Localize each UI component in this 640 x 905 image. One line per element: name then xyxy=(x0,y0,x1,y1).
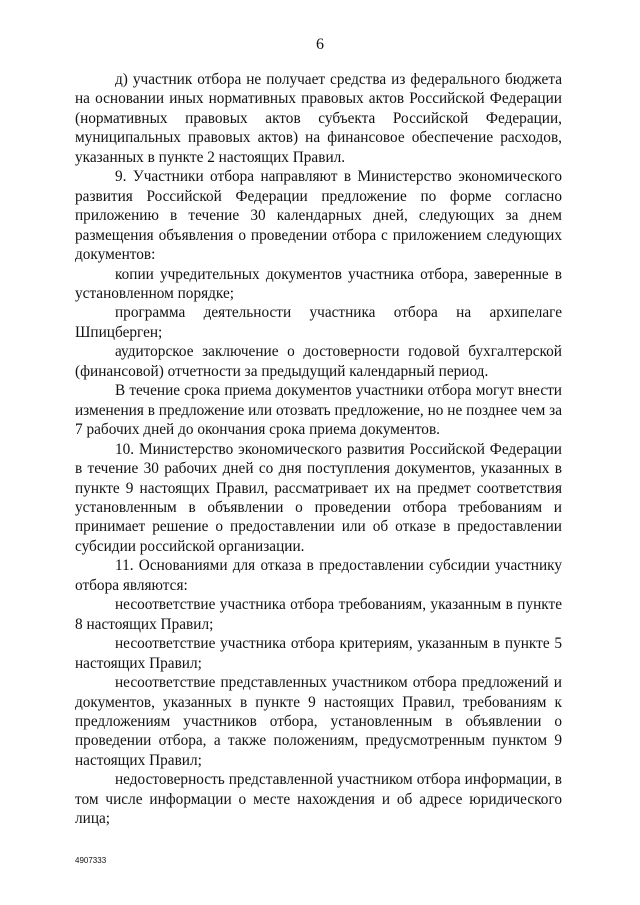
paragraph-doc-audit: аудиторское заключение о достоверности годовой бухгалтерской (финансовой) отчетности за предыдущий календарный период. xyxy=(75,343,562,380)
paragraph-doc-charter: копии учредительных документов участника отбора, заверенные в установленном порядке; xyxy=(75,265,562,302)
paragraph-clause-10: 10. Министерство экономического развития Российской Федерации в течение 30 рабочих дней со дня поступления документов, указанных в пункте 9 настоящих Правил, рассматривает их на предмет соответствия установленным в объявлении о проведении отбора требованиям и принимает решение о предоставлении или об отказе в предоставлении субсидии российской организации. xyxy=(75,440,562,555)
paragraph-refusal-criteria: несоответствие участника отбора критериям, указанным в пункте 5 настоящих Правил; xyxy=(75,635,562,672)
paragraph-clause-11: 11. Основаниями для отказа в предоставлении субсидии участнику отбора являются: xyxy=(75,557,562,594)
paragraph-clause-9: 9. Участники отбора направляют в Министерство экономического развития Российской Федерации предложение по форме согласно приложению в течение 30 календарных дней, следующих за днем размещения объявления о проведении отбора с приложением следующих документов: xyxy=(75,168,562,264)
paragraph-refusal-inaccuracy: недостоверность представленной участником отбора информации, в том числе информации о месте нахождения и об адресе юридического лица; xyxy=(75,771,562,828)
paragraph-subpoint-d: д) участник отбора не получает средства из федерального бюджета на основании иных нормативных правовых актов Российской Федерации (нормативных правовых актов субъекта Российской Федерации, муниципальных правовых актов) на финансовое обеспечение расходов, указанных в пункте 2 настоящих Правил. xyxy=(75,71,562,166)
page-number: 6 xyxy=(316,36,324,53)
paragraph-refusal-documents: несоответствие представленных участником отбора предложений и документов, указанных в пункте 9 настоящих Правил, требованиям к предложениям участников отбора, установленным в объявлении о проведении отбора, а также положениям, предусмотренным пунктом 9 настоящих Правил; xyxy=(75,674,562,769)
paragraph-amend-proposal: В течение срока приема документов участники отбора могут внести изменения в предложение или отозвать предложение, но не позднее чем за 7 рабочих дней до окончания срока приема документов. xyxy=(75,382,562,439)
paragraph-doc-program: программа деятельности участника отбора на архипелаге Шпицберген; xyxy=(75,304,562,341)
paragraph-refusal-requirements: несоответствие участника отбора требованиям, указанным в пункте 8 настоящих Правил; xyxy=(75,596,562,633)
document-body xyxy=(75,70,562,829)
footer-document-code: 4907333 xyxy=(75,856,107,865)
